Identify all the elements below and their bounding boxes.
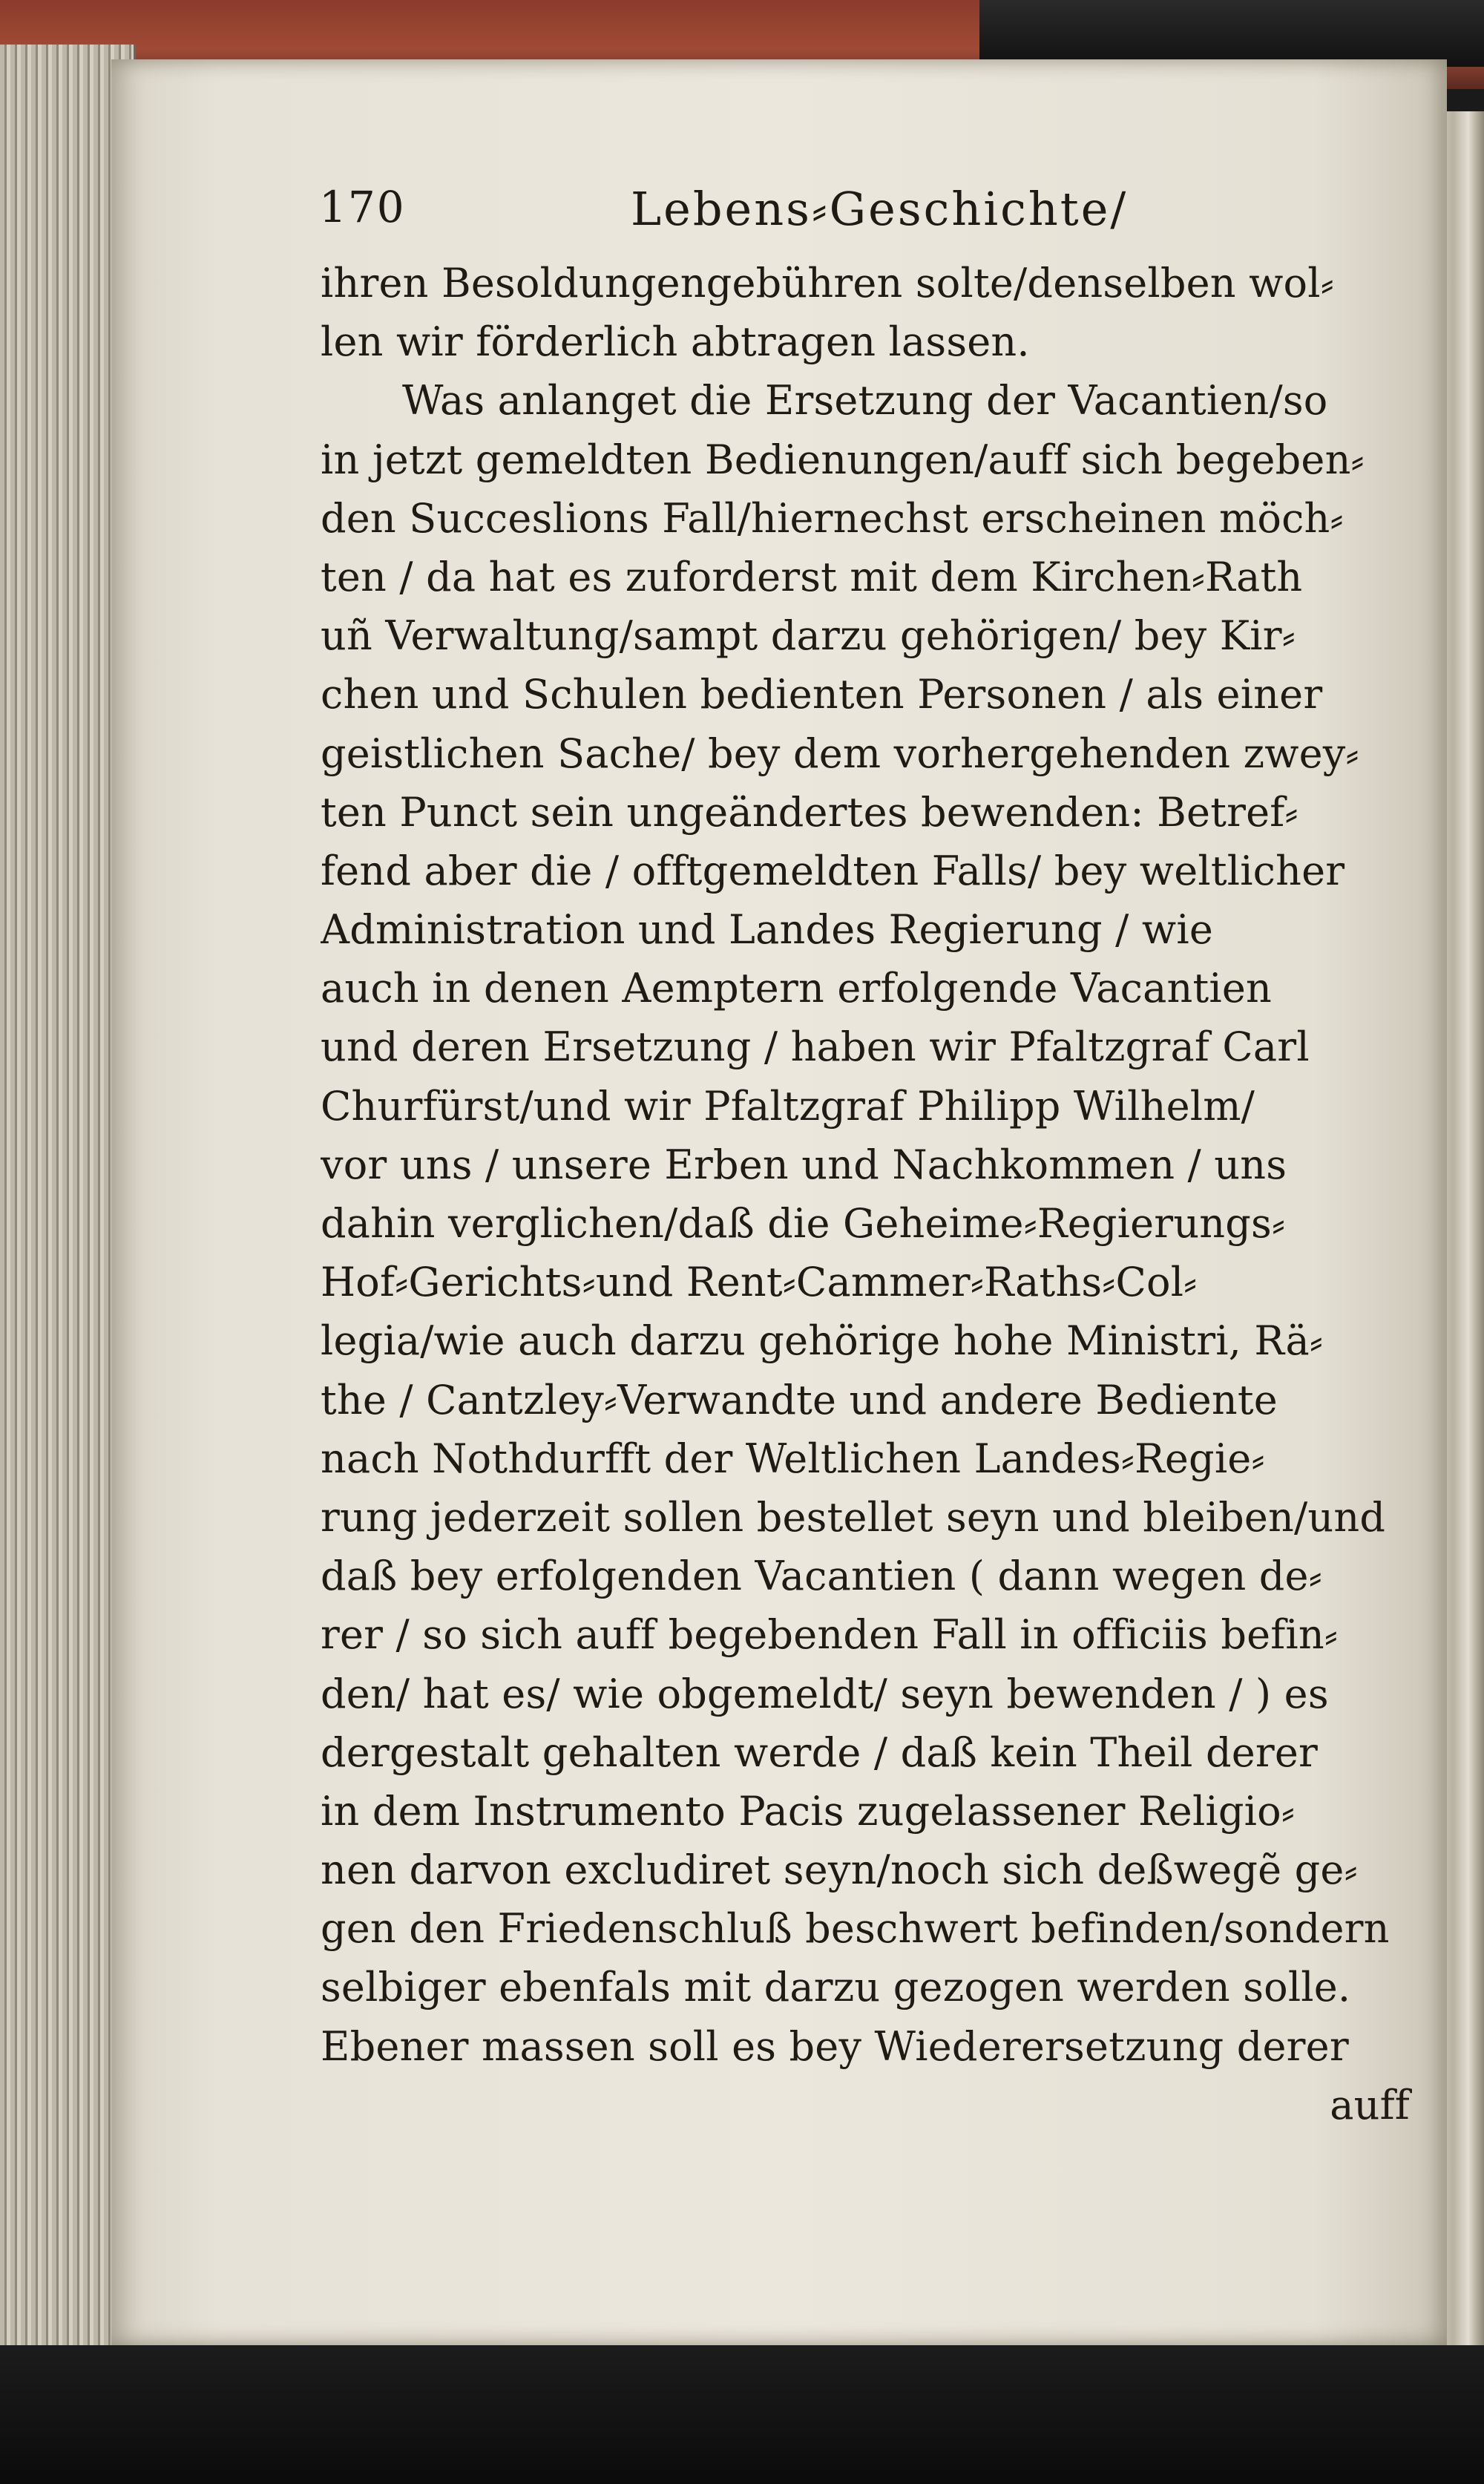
text-line: Churfürst/und wir Pfaltzgraf Philipp Wilhelm/ (321, 1082, 1255, 1130)
text-line: Hof⸗Gerichts⸗und Rent⸗Cammer⸗Raths⸗Col⸗ (321, 1259, 1198, 1306)
text-line: selbiger ebenfals mit darzu gezogen werden solle. (321, 1964, 1351, 2011)
text-line: dergestalt gehalten werde / daß kein Theil derer (321, 1728, 1319, 1776)
text-line: ten / da hat es zuforderst mit dem Kirchen⸗Rath (321, 553, 1303, 600)
text-line: nach Nothdurfft der Weltlichen Landes⸗Regie⸗ (321, 1435, 1265, 1482)
page-header (319, 182, 1417, 249)
text-line: dahin verglichen/daß die Geheime⸗Regierungs⸗ (321, 1200, 1286, 1247)
text-line: in jetzt gemeldten Bedienungen/auff sich begeben⸗ (321, 436, 1365, 483)
text-line: auch in denen Aemptern erfolgende Vacantien (321, 965, 1273, 1012)
text-line: fend aber die / offtgemeldten Falls/ bey weltlicher (321, 847, 1345, 894)
text-line: ten Punct sein ungeändertes bewenden: Betref⸗ (321, 788, 1298, 836)
text-line: legia/wie auch darzu gehörige hohe Ministri, Rä⸗ (321, 1317, 1324, 1365)
text-line: und deren Ersetzung / haben wir Pfaltzgraf Carl (321, 1023, 1310, 1071)
text-line: Administration und Landes Regierung / wie (321, 906, 1213, 954)
text-line: den/ hat es/ wie obgemeldt/ seyn bewenden / ) es (321, 1670, 1329, 1717)
text-line: chen und Schulen bedienten Personen / als einer (321, 671, 1323, 718)
text-line: vor uns / unsere Erben und Nachkommen / uns (321, 1141, 1287, 1188)
running-head: Lebens⸗Geschichte/ (631, 182, 1129, 236)
catchword: auff (1330, 2081, 1410, 2129)
text-line: ihren Besoldungengebühren solte/denselben wol⸗ (321, 260, 1334, 307)
text-line: geistlichen Sache/ bey dem vorhergehenden zwey⸗ (321, 730, 1359, 777)
text-line: the / Cantzley⸗Verwandte und andere Bediente (321, 1376, 1278, 1423)
text-line: rung jederzeit sollen bestellet seyn und bleiben/und (321, 1493, 1386, 1541)
background-dark-top-right (979, 0, 1484, 67)
text-line: rer / so sich auff begebenden Fall in officiis befin⸗ (321, 1611, 1339, 1659)
text-line: nen darvon excludiret seyn/noch sich deßwegẽ ge⸗ (321, 1846, 1358, 1894)
text-line: daß bey erfolgenden Vacantien ( dann wegen de⸗ (321, 1553, 1322, 1600)
text-line: gen den Friedenschluß beschwert befinden/sondern (321, 1905, 1390, 1953)
text-line: in dem Instrumento Pacis zugelassener Religio⸗ (321, 1787, 1296, 1835)
text-line: Was anlanget die Ersetzung der Vacantien/so (402, 377, 1328, 425)
page-number: 170 (319, 182, 406, 232)
text-line: Ebener massen soll es bey Wiederersetzung derer (321, 2022, 1349, 2070)
background-bottom (0, 2345, 1484, 2484)
page-body (321, 254, 1419, 2134)
text-line: den Succeslions Fall/hiernechst erscheinen möch⸗ (321, 494, 1344, 542)
text-line: len wir förderlich abtragen lassen. (321, 318, 1030, 366)
text-line: uñ Verwaltung/sampt darzu gehörigen/ bey Kir⸗ (321, 612, 1296, 660)
